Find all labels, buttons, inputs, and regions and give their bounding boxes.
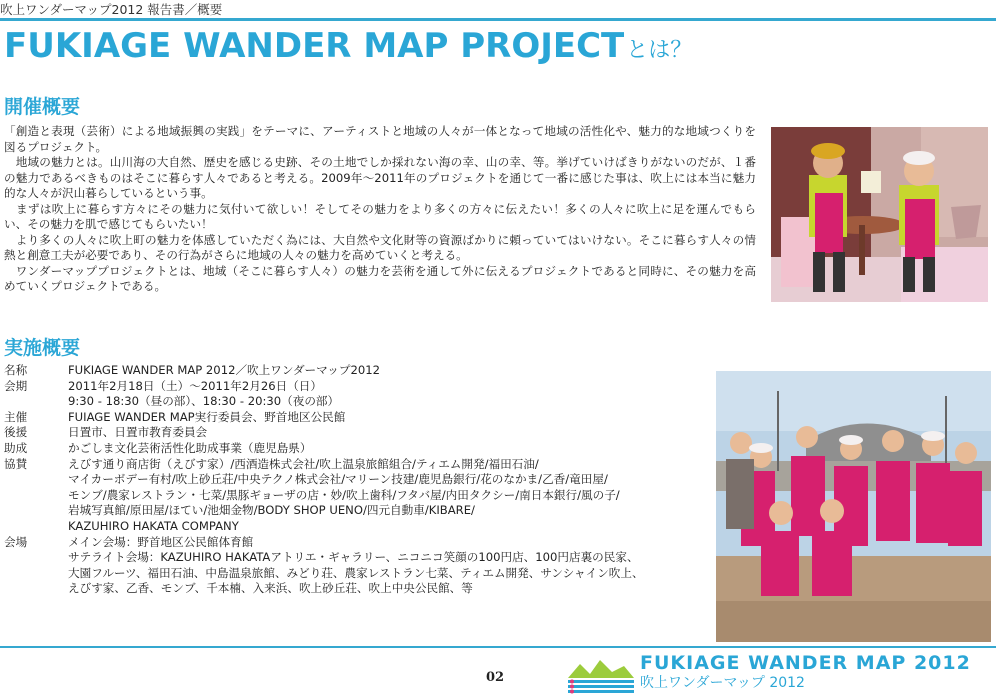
page-number: 02 (486, 670, 505, 685)
overview-paragraph: 地域の魅力とは。山川海の大自然、歴史を感じる史跡、その土地でしか採れない海の幸、山の幸、等。挙げていけばきりがないのだが、１番の魅力であるべきものはそこに暮らす人々であると考える。2009年〜2011年のプロジェクトを通じて一番に感じた事は、吹上には本当に魅力的な人々が沢山暮らしているという事。 (4, 155, 756, 200)
info-row-venue (4, 535, 708, 597)
info-line: 9:30 - 18:30（昼の部）、18:30 - 20:30（夜の部） (68, 394, 340, 409)
info-line: マイカーボデー有村/吹上砂丘荘/中央テクノ株式会社/マリーン技建/鹿児島銀行/花のなかま/乙香/竜田屋/ (68, 472, 608, 487)
info-label: 会期 (4, 378, 28, 393)
info-label: 会場 (4, 534, 28, 549)
info-row-period (4, 379, 708, 410)
footer-logo-subtitle: 吹上ワンダーマップ 2012 (640, 675, 805, 691)
info-line: かごしま文化芸術活性化助成事業（鹿児島県） (68, 440, 312, 455)
info-line: えびす家、乙香、モンブ、千本楠、入来浜、吹上砂丘荘、吹上中央公民館、等 (68, 581, 473, 596)
info-line: 大園フルーツ、福田石油、中島温泉旅館、みどり荘、農家レストラン七菜、ティエム開発、サンシャイン吹上、 (68, 565, 644, 580)
info-line: KAZUHIRO HAKATA COMPANY (68, 518, 239, 533)
info-label: 後援 (4, 425, 28, 440)
info-line: 2011年2月18日（土）〜2011年2月26日（日） (68, 378, 322, 393)
info-label: 協賛 (4, 456, 28, 471)
page-title (4, 26, 692, 66)
info-value (68, 363, 708, 379)
overview-paragraph: より多くの人々に吹上町の魅力を体感していただく為には、大自然や文化財等の資源ばかりに頼っていてはいけない。そこに暮らす人々の情熱と創意工夫が必要であり、その行為がさらに地域の人々の魅力を高めていくと考える。 (4, 232, 756, 262)
info-label: 助成 (4, 440, 28, 455)
overview-paragraph: 「創造と表現（芸術）による地域振興の実践」をテーマに、アーティストと地域の人々が一体となって地域の活性化や、魅力的な地域つくりを図るプロジェクト。 (4, 124, 756, 154)
info-value (68, 535, 708, 597)
info-value (68, 410, 708, 426)
info-row-support (4, 425, 708, 441)
page-title-main: FUKIAGE WANDER MAP PROJECT (4, 26, 625, 66)
info-line: メイン会場：野首地区公民館体育館 (68, 534, 254, 549)
info-line: えびす通り商店街（えびす家）/西酒造株式会社/吹上温泉旅館組合/ティエム開発/福田石油/ (68, 456, 539, 471)
info-row-name (4, 363, 708, 379)
page-title-suffix: とは？ (626, 38, 693, 63)
info-line: 岩城写真館/原田屋/ほてい/池畑金物/BODY SHOP UENO/四元自動車/KIBARE/ (68, 503, 475, 518)
info-value (68, 457, 708, 535)
implementation-table (4, 363, 708, 597)
photo-group-of-women (716, 371, 991, 642)
info-row-grant (4, 441, 708, 457)
info-value (68, 379, 708, 410)
overview-paragraph: まずは吹上に暮らす方々にその魅力に気付いて欲しい！そしてその魅力をより多くの方々に伝えたい！多くの人々に吹上に足を運んでもらい、その魅力を肌で感じてもらいたい！ (4, 201, 756, 231)
info-line: モンブ/農家レストラン・七菜/黒豚ギョーザの店・妙/吹上歯科/フタバ屋/内田タクシー/南日本銀行/風の子/ (68, 487, 620, 502)
overview-paragraph: ワンダーマッププロジェクトとは、地域（そこに暮らす人々）の魅力を芸術を通して外に伝えるプロジェクトであると同時に、その魅力を高めていくプロジェクトである。 (4, 263, 756, 293)
footer-logo-title: FUKIAGE WANDER MAP 2012 (640, 652, 971, 674)
info-value (68, 425, 708, 441)
header-rule (0, 18, 996, 21)
info-label: 主催 (4, 409, 28, 424)
info-line: 日置市、日置市教育委員会 (68, 425, 208, 440)
info-value (68, 441, 708, 457)
info-line: FUIAGE WANDER MAP実行委員会、野首地区公民館 (68, 409, 346, 424)
info-label: 名称 (4, 363, 28, 377)
footer-logo (640, 652, 971, 692)
photo-two-women-at-table (771, 127, 988, 302)
info-line: サテライト会場：KAZUHIRO HAKATAアトリエ・ギャラリー、ニコニコ笑顔の100円店、100円店裏の民家、 (68, 550, 639, 565)
breadcrumb: 吹上ワンダーマップ2012 報告書／概要 (0, 2, 223, 17)
footer-rule (0, 646, 996, 648)
info-row-organizer (4, 410, 708, 426)
section-heading-overview: 開催概要 (4, 96, 81, 118)
info-line: FUKIAGE WANDER MAP 2012／吹上ワンダーマップ2012 (68, 363, 380, 377)
section-heading-implementation: 実施概要 (4, 337, 81, 359)
overview-text (4, 124, 756, 295)
info-row-sponsors (4, 457, 708, 535)
